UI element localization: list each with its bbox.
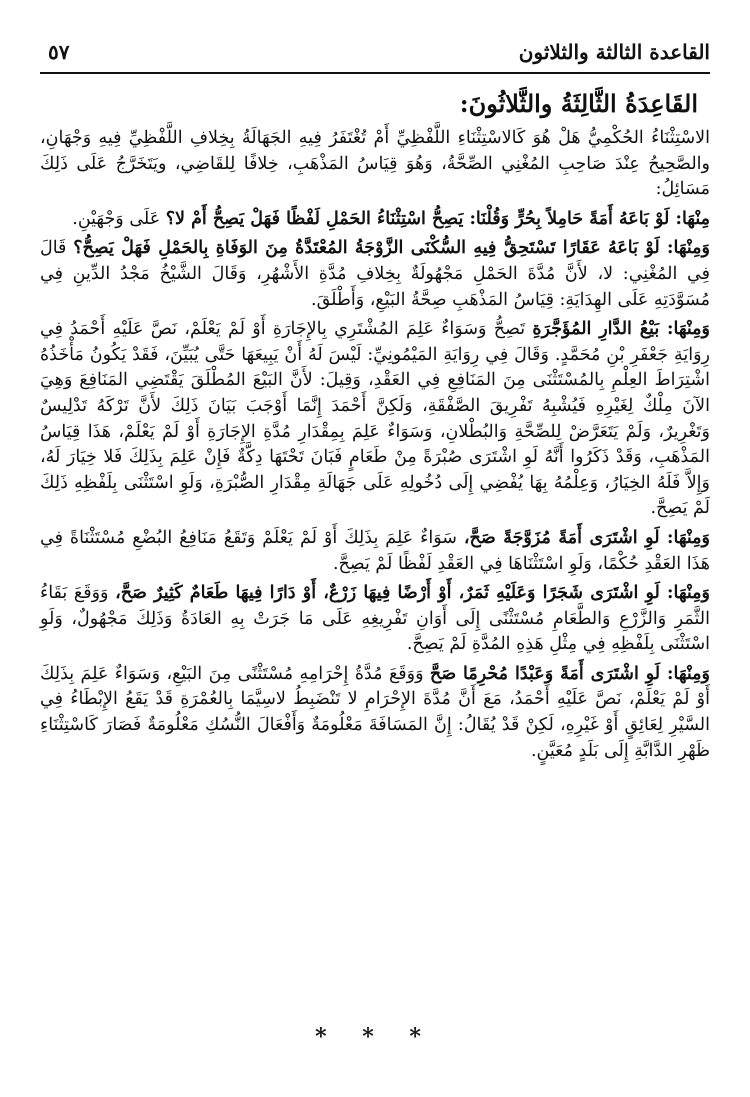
paragraph-lead: وَمِنْهَا: لَوِ اشْتَرَى أَمَةً مُزَوَّجَةً صَحَّ، bbox=[463, 527, 710, 548]
paragraph-text: عَلَى وَجْهَيْنِ. bbox=[72, 208, 166, 229]
paragraph-item bbox=[40, 317, 710, 522]
paragraph-item bbox=[40, 662, 710, 764]
paragraph-text: تَصِحُّ وَسَوَاءٌ عَلِمَ المُشْتَرِي بِالإِجَارَةِ أَوْ لَمْ يَعْلَمْ، نَصَّ عَلَيْهِ أَحْمَدُ فِي رِوَايَةِ جَعْفَرِ بْنِ مُحَمَّدٍ. وَقَالَ فِي رِوَايَةِ المَيْمُونِيِّ: لَيْسَ لَهُ أَنْ يَبِيعَهَا حَتَّى يُبَيِّنَ، فَقَدْ يَكُونُ مَأْخَذُهُ اشْتِرَاطَ العِلْمِ بِالمُسْتَثْنَى مِنَ المَنَافِعِ فِي العَقْدِ، وَقِيلَ: لأَنَّ البَيْعَ المُطْلَقَ يَقْتَضِي المَنَافِعَ وَهِيَ الآنَ مِلْكٌ لِغَيْرِهِ فَيُشْبِهُ تَفْرِيقَ الصَّفْقَةِ، وَلَكِنَّ أَحْمَدَ إِنَّمَا أَوْجَبَ بَيَانَ ذَلِكَ لأَنَّ تَرْكَهُ تَدْلِيسٌ وَتَغْرِيرٌ، وَلَمْ يَتَعَرَّضْ لِلصِّحَّةِ وَالبُطْلانِ، وَسَوَاءٌ عَلِمَ بِمِقْدَارِ مُدَّةِ الإِجَارَةِ أَوْ لَمْ يَعْلَمْ، هَذَا قِيَاسُ المَذْهَبِ، وَقَدْ ذَكَرُوا أَنَّهُ لَوِ اشْتَرَى صُبْرَةً مِنْ طَعَامٍ فَبَانَ تَحْتَهَا دِكَّةٌ فَإِنْ عَلِمَ بِذَلِكَ فَلا خِيَارَ لَهُ، وَإِلاَّ فَلَهُ الخِيَارُ، وَعِلْمُهُ بِهَا يُفْضِي إِلَى دُخُولِهِ عَلَى جَهَالَةِ مِقْدَارِ الصُّبْرَةِ، وَلَوِ اسْتَثْنَى بِلَفْظِهِ ذَلِكَ لَمْ يَصِحَّ. bbox=[40, 319, 710, 519]
paragraph-text: قَالَ فِي المُغْنِي: لا، لأَنَّ مُدَّةَ الحَمْلِ مَجْهُولَةٌ بِخِلافِ مُدَّةِ الأَشْهُرِ، وَقَالَ الشَّيْخُ مَجْدُ الدِّينِ فِي مُسَوَّدَتِهِ عَلَى الهِدَايَةِ: قِيَاسُ المَذْهَبِ صِحَّةُ البَيْعِ، وَأَطْلَقَ. bbox=[40, 238, 710, 310]
paragraph-intro bbox=[40, 126, 710, 203]
paragraph-lead: وَمِنْهَا: لَوِ اشْتَرَى أَمَةً وَعَبْدًا مُحْرِمًا صَحَّ bbox=[429, 663, 710, 684]
paragraph-lead: وَمِنْهَا: لَوْ بَاعَهُ عَقَارًا تَسْتَحِقُّ فِيهِ السُّكْنَى الزَّوْجَةُ المُعْتَدَّةُ مِنَ الوَفَاةِ بِالحَمْلِ فَهَلْ يَصِحُّ؟ bbox=[73, 238, 710, 259]
page-content bbox=[40, 86, 710, 768]
paragraph-text: سَوَاءٌ عَلِمَ بِذَلِكَ أَوْ لَمْ يَعْلَمْ وَتَقَعُ مَنَافِعُ البُضْعِ مُسْتَثْنَاةً فِي هَذَا العَقْدِ حُكْمًا، وَلَوِ اسْتَثْنَاهَا فِي العَقْدِ لَفْظًا لَمْ يَصِحَّ. bbox=[40, 527, 710, 574]
paragraph-text: وَوَقَعَ بَقَاءُ الثَّمَرِ وَالزَّرْعِ وَالطَّعَامِ مُسْتَثْنًى إِلَى أَوَانِ تَفْرِيغِهِ عَلَى مَا جَرَتْ بِهِ العَادَةُ وَذَلِكَ مَجْهُولٌ، وَلَوِ اسْتَثْنَى بِلَفْظِهِ فِي مِثْلِ هَذِهِ المُدَّةِ لَمْ يَصِحَّ. bbox=[40, 583, 710, 655]
paragraph-lead: وَمِنْهَا: لَوِ اشْتَرَى شَجَرًا وَعَلَيْهِ ثَمَرٌ، أَوْ أَرْضًا فِيهَا زَرْعٌ، أَوْ دَارًا فِيهَا طَعَامٌ كَثِيرٌ صَحَّ، bbox=[115, 583, 710, 604]
paragraph-lead: وَمِنْهَا: بَيْعُ الدَّارِ المُؤَجَّرَةِ bbox=[532, 319, 710, 340]
rule-heading: القَاعِدَةُ الثَّالِثَةُ والثَّلاثُونَ: bbox=[459, 89, 698, 118]
running-header bbox=[40, 38, 710, 74]
page-number: ٥٧ bbox=[48, 40, 70, 64]
paragraph-item bbox=[40, 207, 710, 233]
paragraph-text: الاسْتِثْنَاءُ الحُكْمِيُّ هَلْ هُوَ كَالاسْتِثْنَاءِ اللَّفْظِيِّ أَمْ تُغْتَفَرُ فِيهِ الجَهَالَةُ بِخِلافِ اللَّفْظِيِّ فِيهِ وَجْهَانِ، والصَّحِيحُ عِنْدَ صَاحِبِ المُغْنِي الصِّحَّةُ، وَهُوَ قِيَاسُ المَذْهَبِ، خِلافًا لِلقَاضِي، ويَتَخَرَّجُ عَلَى ذَلِكَ مَسَائِلُ: bbox=[40, 128, 710, 200]
section-separator: * * * bbox=[315, 1024, 435, 1050]
paragraph-lead: مِنْهَا: لَوْ بَاعَهُ أَمَةً حَامِلاً بِحُرٍّ وَقُلْنَا: يَصِحُّ اسْتِثْنَاءُ الحَمْلِ لَفْظًا فَهَلْ يَصِحُّ أَمْ لا؟ bbox=[165, 208, 710, 229]
paragraph-item bbox=[40, 526, 710, 577]
paragraph-item bbox=[40, 581, 710, 658]
paragraph-item bbox=[40, 236, 710, 313]
running-title: القاعدة الثالثة والثلاثون bbox=[518, 40, 710, 64]
paragraph-text: وَوَقَعَ مُدَّةُ إِحْرَامِهِ مُسْتَثْنًى مِنَ البَيْعِ، وَسَوَاءٌ عَلِمَ بِذَلِكَ أَوْ لَمْ يَعْلَمْ، نَصَّ عَلَيْهِ أَحْمَدُ، مَعَ أَنَّ مُدَّةَ الإِحْرَامِ لا تَنْضَبِطُ لاسِيَّمَا بِالعُمْرَةِ قَدْ يَقَعُ الإِبْطَاءُ فِي السَّيْرِ لِعَائِقٍ أَوْ غَيْرِهِ، لَكِنْ قَدْ يُقَالُ: إِنَّ المَسَافَةَ مَعْلُومَةٌ وَأَفْعَالَ النُّسُكِ مَعْلُومَةٌ فَصَارَ كَاسْتِثْنَاءِ ظَهْرِ الدَّابَّةِ إِلَى بَلَدٍ مُعَيَّنٍ. bbox=[40, 663, 710, 761]
